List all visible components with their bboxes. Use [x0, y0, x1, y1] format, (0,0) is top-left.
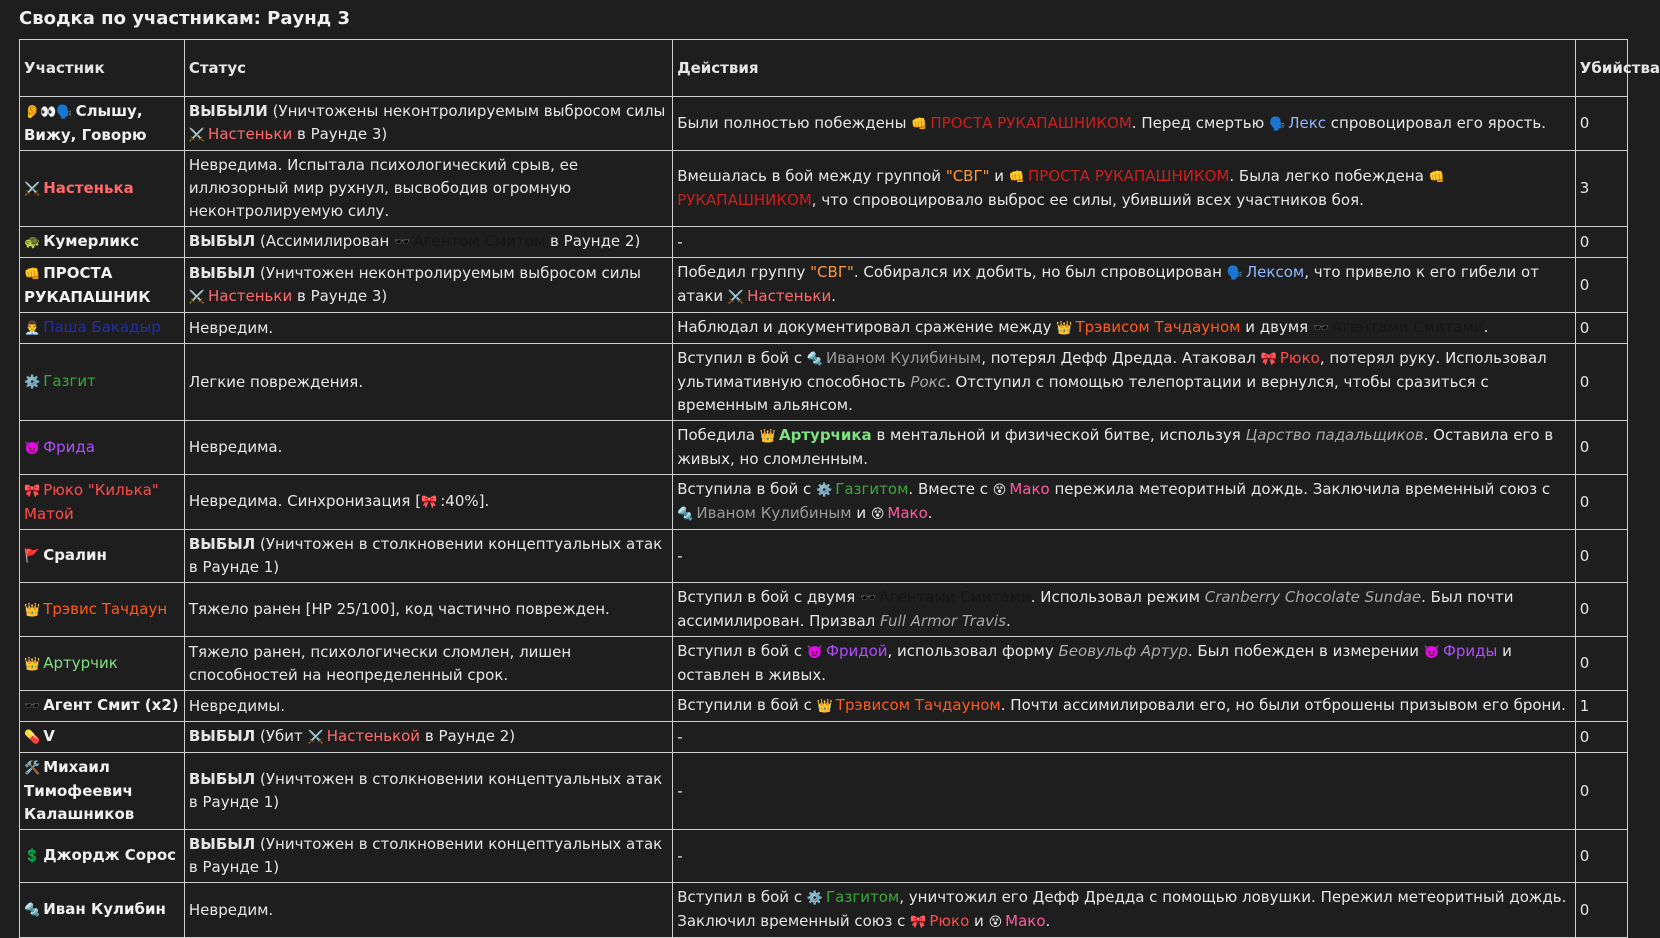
cell-actions	[673, 313, 1576, 344]
cell-kills: 0	[1575, 530, 1627, 583]
cell-participant	[20, 97, 185, 151]
text-segment: -	[677, 727, 683, 746]
cell-status	[184, 583, 672, 637]
text-segment: Вмешалась в бой между группой	[677, 167, 946, 185]
text-segment: . Был почти ассимилирован. Призвал	[677, 588, 1514, 630]
participant-emoji-icon: 👑	[1056, 321, 1073, 336]
text-segment: Рюко	[929, 912, 970, 930]
participant-emoji-icon: 👑	[24, 656, 41, 672]
header-actions: Действия	[673, 40, 1576, 97]
participant-emoji-icon: 🔩	[24, 903, 41, 918]
text-segment: Газгитом	[835, 480, 909, 498]
text-segment: Трэвисом Тачдауном	[835, 696, 1001, 714]
text-segment: . Использовал режим	[1030, 588, 1205, 606]
participant-emoji-icon: 🎀	[1260, 352, 1277, 367]
cell-kills: 0	[1575, 883, 1627, 938]
text-segment: Наблюдал и документировал сражение между	[677, 318, 1057, 336]
text-segment: (Уничтожен в столкновении концептуальных атак в Раунде 1)	[188, 770, 663, 811]
text-segment: и двумя	[1240, 318, 1313, 336]
cell-participant	[20, 530, 185, 583]
cell-kills: 3	[1575, 151, 1627, 227]
text-segment: ВЫБЫЛ	[188, 232, 256, 250]
text-segment: Настеньки	[747, 287, 832, 305]
participant-emoji-icon: 😵	[870, 507, 885, 522]
participant-emoji-icon: 😵	[988, 915, 1003, 930]
cell-kills: 0	[1575, 421, 1627, 475]
cell-actions	[673, 530, 1576, 583]
participant-emoji-icon: 👿	[806, 645, 824, 660]
text-segment: Вступила в бой с	[677, 480, 817, 498]
text-segment: в Раунде 3)	[292, 286, 388, 305]
cell-participant	[20, 313, 185, 344]
participant-emoji-icon: 👿	[24, 440, 41, 456]
text-segment: Рюко	[1279, 349, 1320, 367]
participant-emoji-icon: ⚔️	[24, 181, 41, 197]
cell-status	[184, 227, 672, 258]
text-segment: . Оставила его в живых, но сломленным.	[677, 426, 1554, 468]
text-segment: Фрида	[43, 437, 95, 456]
text-segment: Рокс	[910, 373, 946, 391]
text-segment: .	[1483, 318, 1489, 336]
participant-emoji-icon: 👊	[1428, 170, 1445, 185]
text-segment: Сралин	[43, 546, 107, 564]
cell-status	[184, 637, 672, 691]
text-segment: -	[677, 546, 683, 565]
cell-status	[184, 722, 672, 753]
table-row	[20, 637, 1628, 691]
cell-status	[184, 344, 672, 421]
cell-participant	[20, 227, 185, 258]
table-row	[20, 830, 1628, 883]
text-segment: Настеньки	[208, 125, 293, 143]
text-segment: Cranberry Chocolate Sundae	[1204, 588, 1422, 606]
cell-kills: 0	[1575, 475, 1627, 530]
text-segment: , потерял руку. Использовал ультимативную способность	[677, 349, 1547, 391]
cell-actions	[673, 421, 1576, 475]
cell-status	[184, 151, 672, 227]
text-segment: .	[831, 287, 837, 305]
table-row	[20, 883, 1628, 938]
text-segment: (Уничтожен неконтролируемым выбросом силы	[255, 263, 641, 282]
text-segment: Настенька	[43, 178, 134, 197]
text-segment: . Перед смертью	[1131, 113, 1270, 132]
participant-emoji-icon: 🐢	[24, 235, 41, 250]
text-segment: Газгит	[43, 372, 96, 390]
text-segment: Настенькой	[326, 727, 421, 745]
table-header-row	[20, 40, 1628, 97]
text-segment: Газгитом	[826, 888, 900, 906]
text-segment: -	[677, 846, 683, 865]
text-segment: . Был побежден в измерении	[1187, 642, 1424, 660]
cell-actions	[673, 830, 1576, 883]
cell-participant	[20, 691, 185, 722]
cell-actions	[673, 227, 1576, 258]
cell-participant	[20, 637, 185, 691]
text-segment: (Уничтожен в столкновении концептуальных атак в Раунде 1)	[188, 835, 663, 876]
text-segment: в Раунде 3)	[292, 125, 388, 143]
text-segment: Агентами Смитами	[1332, 318, 1484, 336]
participant-emoji-icon: ⚔️	[307, 730, 324, 745]
participant-emoji-icon: 👑	[24, 602, 41, 618]
text-segment: спровоцировал его ярость.	[1326, 113, 1546, 132]
participant-emoji-icon: 🎀	[421, 495, 438, 510]
participant-emoji-icon: 🔩	[806, 352, 824, 367]
text-segment: Мако	[887, 504, 928, 522]
text-segment: ВЫБЫЛ	[188, 770, 256, 788]
text-segment: Вступил в бой с двумя	[677, 588, 861, 606]
text-segment: , что привело к его гибели от атаки	[677, 263, 1539, 305]
table-row	[20, 258, 1628, 313]
participant-emoji-icon: 🔩	[677, 507, 694, 522]
text-segment: пережила метеоритный дождь. Заключила временный союз с	[1049, 480, 1551, 498]
participant-emoji-icon: 👿	[1423, 645, 1440, 660]
participant-emoji-icon: 🎀	[910, 915, 927, 930]
text-segment: Тяжело ранен, психологически сломлен, лишен способностей на неопределенный срок.	[188, 642, 572, 684]
table-row	[20, 691, 1628, 722]
cell-actions	[673, 151, 1576, 227]
text-segment: Невредима. Испытала психологический срыв, ее иллюзорный мир рухнул, высвободив огромную неконтролируемую силу.	[188, 156, 579, 220]
cell-participant	[20, 475, 185, 530]
participant-emoji-icon: ⚔️	[188, 128, 206, 143]
text-segment: Легкие повреждения.	[188, 372, 364, 391]
text-segment: . Отступил с помощью телепортации и вернулся, чтобы сразиться с временным альянсом.	[677, 373, 1489, 414]
text-segment: ВЫБЫЛ	[188, 727, 256, 745]
participant-emoji-icon: 🗣️	[1269, 116, 1286, 132]
text-segment: ВЫБЫЛ	[188, 535, 256, 553]
text-segment: Трэвис Тачдаун	[43, 599, 168, 618]
text-segment: Full Armor Travis	[880, 612, 1007, 630]
cell-participant	[20, 722, 185, 753]
cell-kills: 0	[1575, 97, 1627, 151]
cell-actions	[673, 97, 1576, 151]
text-segment: V	[43, 727, 55, 745]
cell-status	[184, 313, 672, 344]
cell-actions	[673, 258, 1576, 313]
table-row	[20, 530, 1628, 583]
text-segment: (Уничтожен в столкновении концептуальных атак в Раунде 1)	[188, 535, 663, 576]
table-row	[20, 583, 1628, 637]
text-segment: Невредим.	[188, 900, 274, 919]
cell-status	[184, 475, 672, 530]
text-segment: , использовал форму	[887, 642, 1059, 660]
text-segment: , уничтожил его Дефф Дредда с помощью ловушки. Пережил метеоритный дождь. Заключил временный союз с	[677, 888, 1567, 930]
cell-actions	[673, 583, 1576, 637]
text-segment: . Была легко побеждена	[1229, 167, 1429, 185]
header-status: Статус	[184, 40, 672, 97]
table-body	[20, 97, 1628, 938]
participant-emoji-icon: 🗣️	[1226, 266, 1243, 281]
participant-emoji-icon: ⚔️	[188, 289, 206, 305]
participant-emoji-icon: 🕶️	[1312, 321, 1330, 336]
text-segment: .	[1045, 912, 1051, 930]
text-segment: -	[677, 232, 683, 251]
text-segment: (Уничтожены неконтролируемым выбросом силы	[267, 102, 666, 120]
cell-actions	[673, 691, 1576, 722]
cell-kills: 0	[1575, 583, 1627, 637]
participant-emoji-icon: 🕶️	[394, 235, 411, 250]
participant-emoji-icon: 🚩	[24, 549, 41, 564]
text-segment: .	[1006, 612, 1011, 630]
cell-kills: 0	[1575, 722, 1627, 753]
text-segment: "СВГ"	[810, 263, 854, 281]
text-segment: Победила	[677, 426, 760, 444]
text-segment: Михаил Тимофеевич Калашников	[24, 758, 135, 823]
text-segment: Победил группу	[677, 263, 811, 281]
text-segment: -	[677, 781, 683, 800]
text-segment: . Вместе с	[908, 480, 993, 498]
header-kills: Убийства	[1575, 40, 1627, 97]
participant-emoji-icon: ⚙️	[816, 483, 833, 498]
cell-kills: 1	[1575, 691, 1627, 722]
participant-emoji-icon: 🛠️	[24, 761, 41, 776]
participant-emoji-icon: 👑	[759, 429, 776, 444]
cell-participant	[20, 753, 185, 830]
text-segment: Вступил в бой с	[677, 888, 807, 906]
table-row	[20, 151, 1628, 227]
text-segment: в Раунде 2)	[545, 232, 641, 250]
text-segment: Невредима.	[188, 438, 283, 456]
participant-emoji-icon: 💊	[24, 730, 41, 745]
cell-actions	[673, 344, 1576, 421]
cell-actions	[673, 883, 1576, 938]
text-segment: Мако	[1005, 912, 1046, 930]
participants-table	[19, 39, 1660, 938]
table-row	[20, 344, 1628, 421]
text-segment: :40%].	[440, 492, 490, 510]
text-segment: Иваном Кулибиным	[696, 504, 852, 522]
text-segment: Вступил в бой с	[677, 349, 807, 367]
text-segment: Трэвисом Тачдауном	[1075, 318, 1241, 336]
text-segment: Фриды	[1442, 642, 1498, 660]
cell-participant	[20, 583, 185, 637]
text-segment: Невредимы.	[188, 696, 286, 715]
cell-status	[184, 753, 672, 830]
table-row	[20, 722, 1628, 753]
text-segment: Царство падальщиков	[1245, 426, 1424, 444]
cell-actions	[673, 475, 1576, 530]
text-segment: Иваном Кулибиным	[826, 349, 982, 367]
participant-emoji-icon: 👊	[911, 116, 928, 132]
cell-kills: 0	[1575, 344, 1627, 421]
participant-emoji-icon: 👊	[1008, 170, 1026, 185]
cell-participant	[20, 883, 185, 938]
text-segment: ВЫБЫЛ	[188, 263, 256, 282]
text-segment: (Ассимилирован	[255, 232, 395, 250]
text-segment: и	[851, 504, 871, 522]
text-segment: Вступил в бой с	[677, 642, 807, 660]
cell-kills: 0	[1575, 637, 1627, 691]
text-segment: РУКАПАШНИКОМ	[677, 191, 812, 209]
text-segment: Артурчик	[43, 653, 118, 672]
participant-emoji-icon: 👨‍💼	[24, 321, 41, 336]
participant-emoji-icon: 👑	[816, 699, 833, 714]
text-segment: Артурчика	[779, 426, 872, 444]
page-title: Сводка по участникам: Раунд 3	[19, 8, 350, 29]
text-segment: , что спровоцировало выброс ее силы, убивший всех участников боя.	[811, 191, 1364, 209]
text-segment: Агент Смит (x2)	[43, 696, 179, 714]
text-segment: и	[969, 912, 989, 930]
text-segment: Невредим.	[188, 318, 274, 337]
cell-kills: 0	[1575, 227, 1627, 258]
text-segment: Невредима. Синхронизация [	[188, 492, 422, 510]
cell-status	[184, 421, 672, 475]
text-segment: Паша Бакадыр	[43, 318, 161, 336]
participant-emoji-icon: ⚙️	[24, 375, 41, 390]
text-segment: Слышу, Вижу, Говорю	[24, 102, 147, 144]
text-segment: Беовульф Артур	[1058, 642, 1188, 660]
cell-actions	[673, 753, 1576, 830]
cell-kills: 0	[1575, 753, 1627, 830]
text-segment: Были полностью побеждены	[677, 113, 912, 132]
cell-actions	[673, 722, 1576, 753]
text-segment: Тяжело ранен [HP 25/100], код частично поврежден.	[188, 600, 610, 618]
text-segment: в ментальной и физической битве, используя	[871, 426, 1246, 444]
participant-emoji-icon: 🕶️	[24, 699, 41, 714]
text-segment: Лексом	[1245, 263, 1305, 281]
text-segment: , потерял Дефф Дредда. Атаковал	[981, 349, 1261, 367]
header-participant: Участник	[20, 40, 185, 97]
table-row	[20, 475, 1628, 530]
text-segment: Настеньки	[208, 286, 293, 305]
text-segment: . Почти ассимилировали его, но были отброшены призывом его брони.	[1000, 696, 1566, 714]
cell-kills: 0	[1575, 313, 1627, 344]
cell-status	[184, 883, 672, 938]
participant-emoji-icon: 👂👀🗣️	[24, 105, 73, 120]
cell-status	[184, 97, 672, 151]
table-row	[20, 753, 1628, 830]
text-segment: Кумерликс	[43, 232, 139, 250]
text-segment: . Собирался их добить, но был спровоцирован	[853, 263, 1227, 281]
participant-emoji-icon: 💲	[24, 849, 41, 864]
text-segment: Лекс	[1288, 113, 1327, 132]
cell-status	[184, 691, 672, 722]
text-segment: (Убит	[255, 727, 308, 745]
text-segment: Рюко "Килька" Матой	[24, 480, 159, 523]
cell-participant	[20, 421, 185, 475]
table-row	[20, 421, 1628, 475]
participant-emoji-icon: 👊	[24, 266, 41, 282]
text-segment: Агентом Смитом	[413, 232, 546, 250]
text-segment: Вступили в бой с	[677, 696, 817, 714]
table-row	[20, 227, 1628, 258]
cell-participant	[20, 151, 185, 227]
text-segment: "СВГ"	[945, 167, 990, 185]
text-segment: ВЫБЫЛИ	[188, 102, 268, 120]
text-segment: .	[927, 504, 933, 522]
text-segment: ВЫБЫЛ	[188, 835, 256, 853]
text-segment: ПРОСТА РУКАПАШНИКОМ	[1028, 167, 1230, 185]
table-row	[20, 97, 1628, 151]
cell-actions	[673, 637, 1576, 691]
participant-emoji-icon: 🎀	[24, 483, 41, 499]
text-segment: Агентами Смитами	[879, 588, 1031, 606]
text-segment: и оставлен в живых.	[677, 642, 1512, 684]
participant-emoji-icon: ⚙️	[806, 891, 824, 906]
cell-participant	[20, 344, 185, 421]
text-segment: в Раунде 2)	[420, 727, 516, 745]
cell-status	[184, 530, 672, 583]
cell-status	[184, 830, 672, 883]
cell-participant	[20, 830, 185, 883]
participant-emoji-icon: 😵	[992, 483, 1007, 498]
participant-emoji-icon: 🕶️	[860, 591, 877, 606]
text-segment: Мако	[1009, 480, 1050, 498]
cell-participant	[20, 258, 185, 313]
text-segment: Фридой	[826, 642, 888, 660]
cell-kills: 0	[1575, 258, 1627, 313]
cell-status	[184, 258, 672, 313]
table-row	[20, 313, 1628, 344]
text-segment: Джордж Сорос	[43, 846, 177, 864]
text-segment: и	[989, 167, 1009, 185]
cell-kills: 0	[1575, 830, 1627, 883]
participant-emoji-icon: ⚔️	[727, 290, 745, 305]
text-segment: Иван Кулибин	[43, 900, 166, 918]
text-segment: ПРОСТА РУКАПАШНИК	[24, 263, 151, 306]
text-segment: ПРОСТА РУКАПАШНИКОМ	[930, 113, 1132, 132]
